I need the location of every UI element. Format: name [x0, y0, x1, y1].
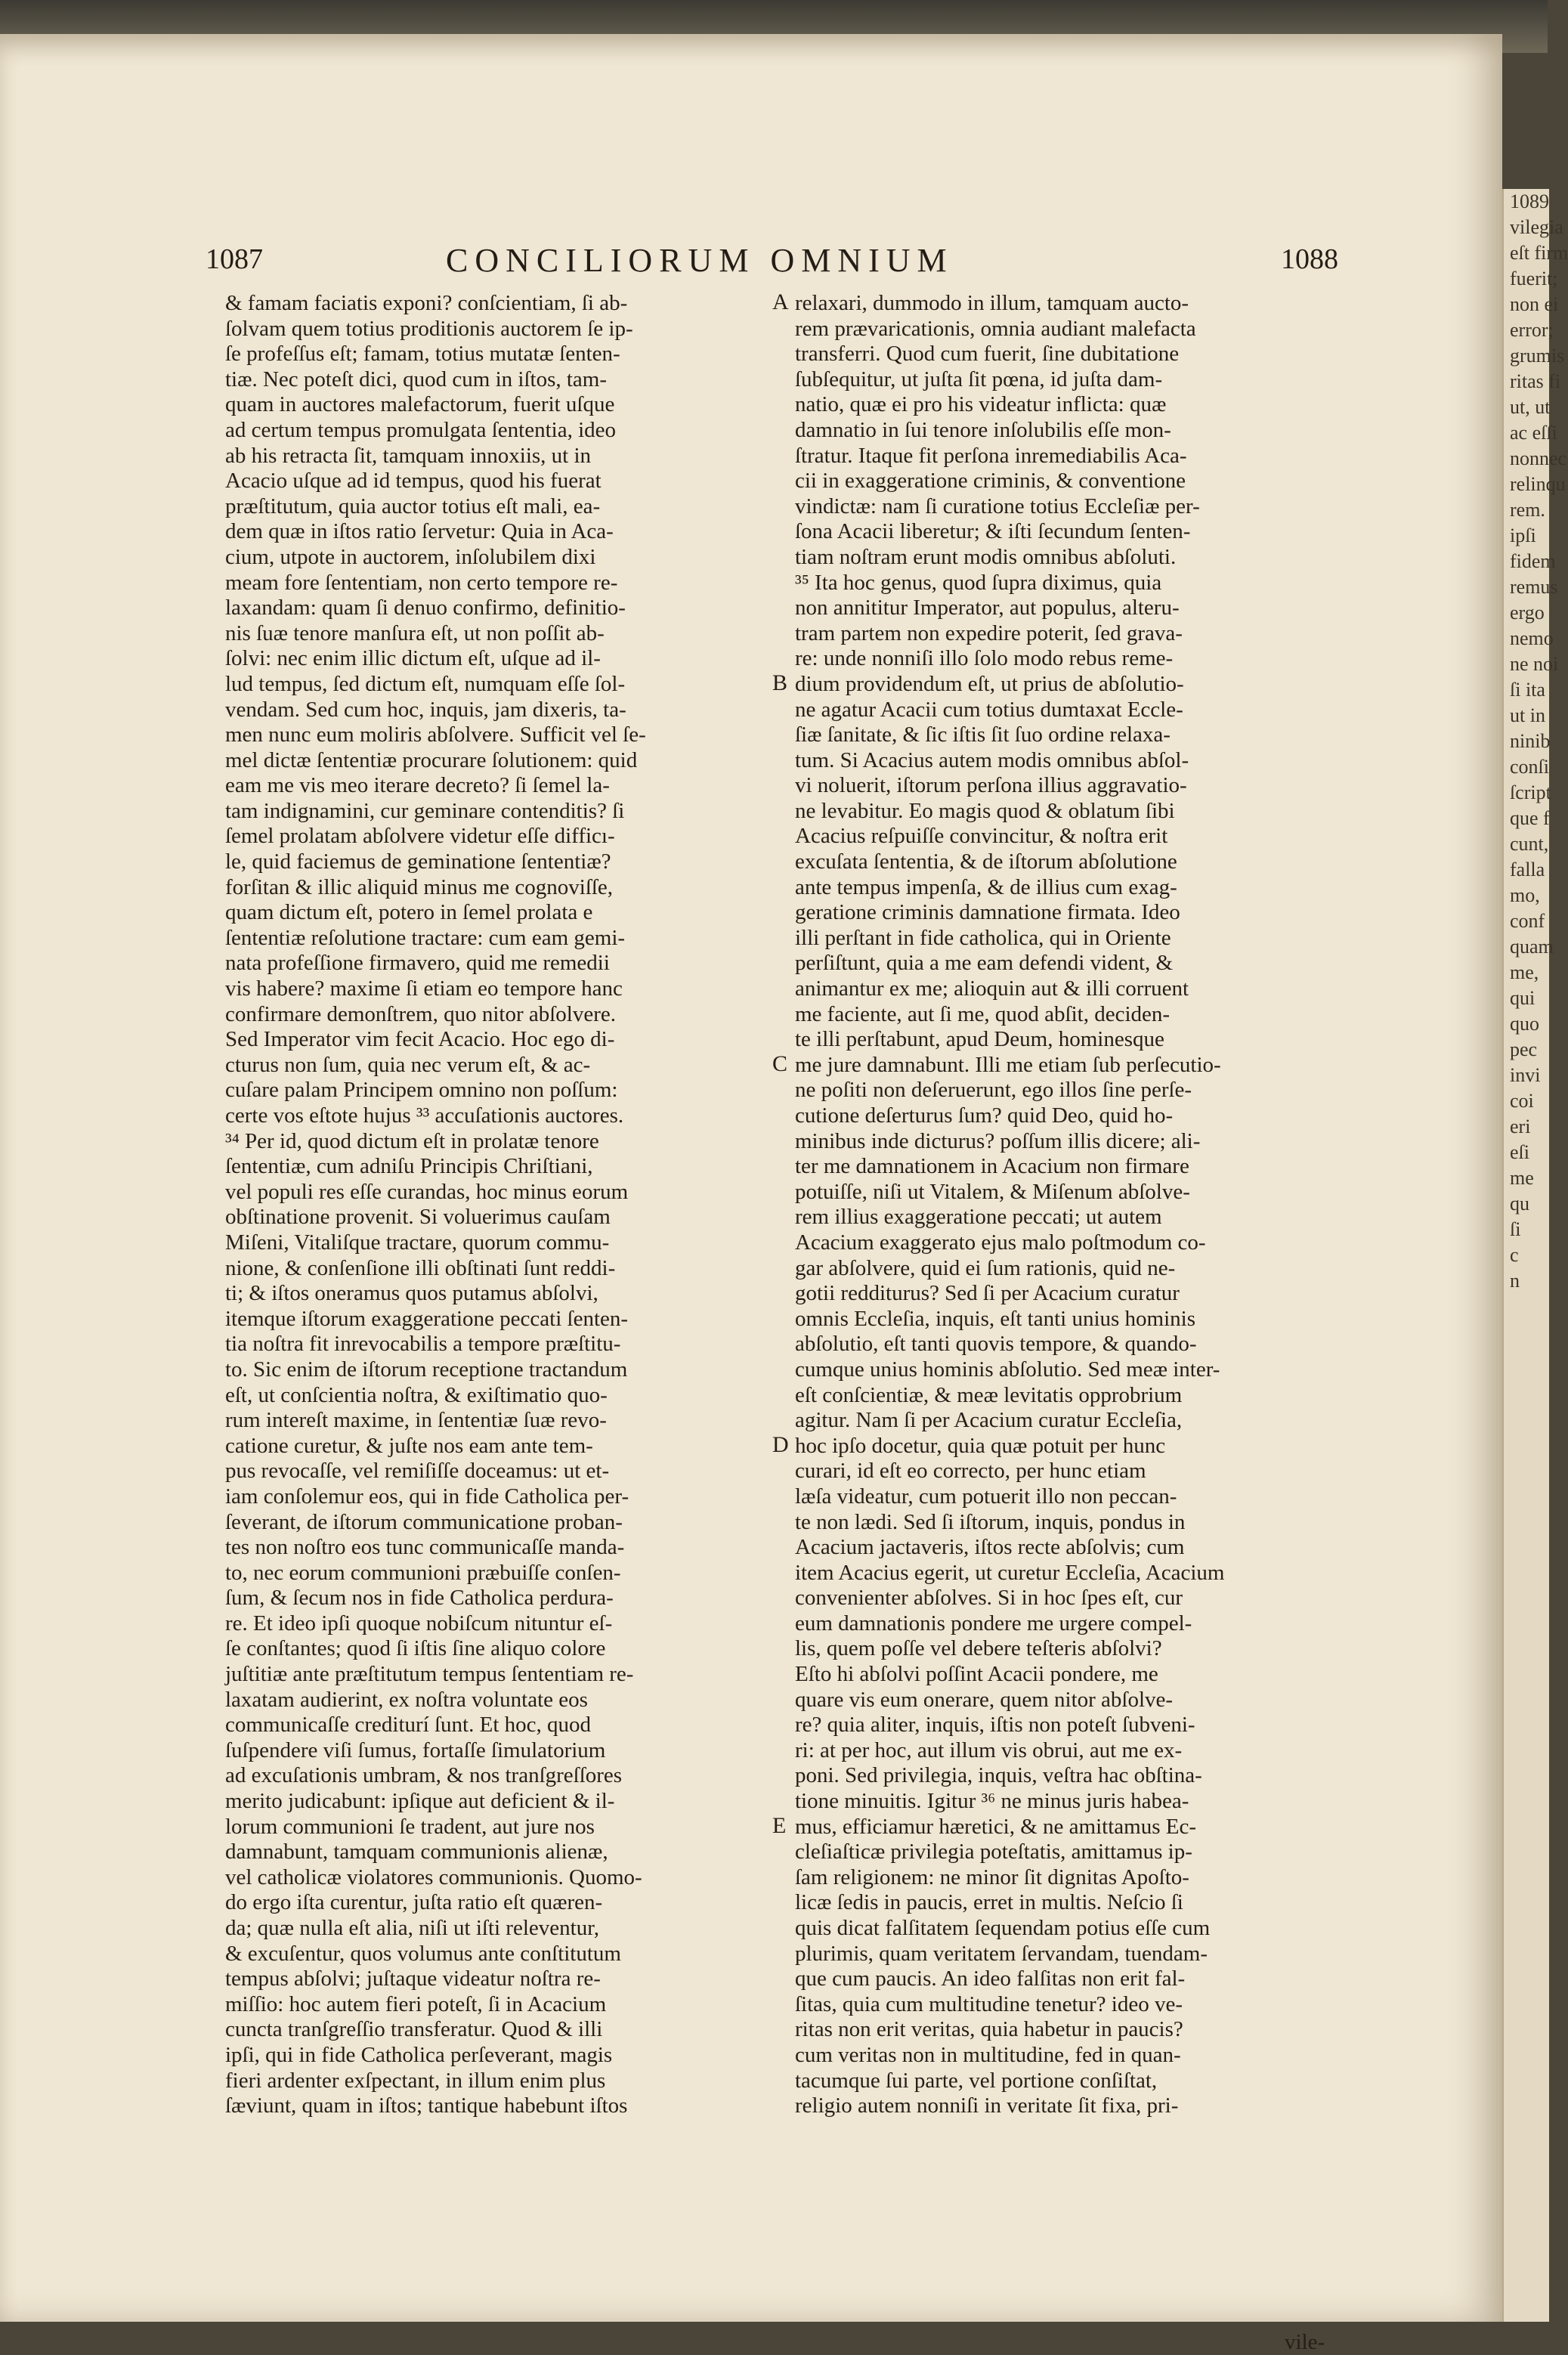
text-line: vis habere? maxime ſi etiam eo tempore hanc	[225, 976, 623, 1001]
facing-page-text-fragment: c	[1510, 1244, 1519, 1266]
text-line: re? quia aliter, inquis, iſtis non poteſt ſubveni-	[795, 1713, 1195, 1738]
text-line: damnatio in ſui tenore inſolubilis eſſe mon-	[795, 417, 1171, 442]
text-line: tum. Si Acacius autem modis omnibus abſol-	[795, 747, 1189, 772]
facing-page-text-fragment: qui	[1510, 987, 1536, 1009]
text-line: me jure damnabunt. Illi me etiam ſub perſecutio-	[795, 1052, 1221, 1077]
text-line: ter me damnationem in Acacium non firmare	[795, 1154, 1189, 1179]
text-line: vi noluerit, iſtorum perſona illius aggravatio-	[795, 773, 1187, 798]
text-line: tacumque ſui parte, vel portione conſiſtat,	[795, 2068, 1158, 2093]
running-title: CONCILIORUM OMNIUM	[446, 242, 954, 279]
facing-page-text-fragment: me	[1510, 1167, 1534, 1189]
text-line: transferri. Quod cum fuerit, ſine dubitatione	[795, 342, 1180, 367]
text-line: ante tempus impenſa, & de illius cum exag-	[795, 874, 1177, 899]
text-line: ſolvam quem totius proditionis auctorem ſe ip-	[225, 316, 633, 341]
facing-page-text-fragment: ſi	[1510, 1218, 1521, 1240]
text-line: animantur ex me; alioquin aut & illi corruent	[795, 976, 1189, 1001]
running-header	[0, 238, 1502, 283]
text-line: te non lædi. Sed ſi iſtorum, inquis, pondus in	[795, 1509, 1186, 1534]
text-line: præſtitutum, quia auctor totius eſt mali, ea-	[225, 494, 601, 518]
text-line: to. Sic enim de iſtorum receptione tractandum	[225, 1357, 628, 1382]
facing-page-text-fragment: ſi ita	[1510, 679, 1545, 701]
text-line: lis, quem poſſe vel debere teſteris abſolvi?	[795, 1636, 1162, 1661]
facing-page-text-fragment: nemo	[1510, 627, 1554, 649]
text-line: non annititur Imperator, aut populus, alteru-	[795, 596, 1180, 620]
text-line: abſolutio, eſt tanti quovis tempore, & quando-	[795, 1332, 1197, 1357]
margin-letter: A	[772, 289, 789, 314]
facing-page-text-fragment: pec	[1510, 1038, 1538, 1060]
text-line: ritas non erit veritas, quia habetur in paucis?	[795, 2017, 1183, 2042]
book-page	[0, 34, 1502, 2354]
text-line: re. Et ideo ipſi quoque nobiſcum nituntur eſ-	[225, 1611, 613, 1636]
text-line: vendam. Sed cum hoc, inquis, jam dixeris, ta-	[225, 697, 626, 722]
text-line: ſona Acacii liberetur; & iſti ſecundum ſenten-	[795, 519, 1191, 544]
text-line: tiam noſtram erunt modis omnibus abſoluti.	[795, 544, 1177, 569]
text-line: ad excuſationis umbram, & nos tranſgreſſores	[225, 1763, 623, 1788]
facing-page-text-fragment: falla	[1510, 859, 1545, 880]
text-line: ſe profeſſus eſt; famam, totius mutatæ ſenten-	[225, 342, 620, 367]
text-line: eam me vis meo iterare decreto? ſi ſemel la-	[225, 773, 610, 798]
text-line: Acacio uſque ad id tempus, quod his fuerat	[225, 469, 602, 494]
text-line: to, nec eorum communioni præbuiſſe conſen-	[225, 1560, 621, 1585]
text-line: nione, & conſenſione illi obſtinati ſunt reddi-	[225, 1255, 616, 1280]
margin-letter: E	[772, 1813, 787, 1838]
text-line: plurimis, quam veritatem ſervandam, tuendam-	[795, 1941, 1208, 1966]
text-line: ſiæ ſanitate, & ſic iſtis ſit ſuo ordine relaxa-	[795, 723, 1171, 747]
text-line: ſeverant, de iſtorum communicatione proban-	[225, 1509, 623, 1534]
text-line: tempus abſolvi; juſtaque videatur noſtra re-	[225, 1967, 601, 1991]
text-line: Sed Imperator vim fecit Acacio. Hoc ego di-	[225, 1027, 615, 1052]
text-line: tam indignamini, cur geminare contenditis? ſi	[225, 798, 625, 823]
facing-page-text-fragment: n	[1510, 1270, 1520, 1292]
text-line: re: unde nonniſi illo ſolo modo rebus reme-	[795, 646, 1174, 671]
text-line: Acacium exaggerato ejus malo poſtmodum co-	[795, 1230, 1206, 1255]
text-line: eum damnationis pondere me urgere compel-	[795, 1611, 1192, 1636]
text-line: Eſto hi abſolvi poſſint Acacii pondere, me	[795, 1662, 1158, 1687]
text-line: gar abſolvere, quid ei ſum rationis, quid ne-	[795, 1255, 1176, 1280]
right-text-column	[795, 291, 1316, 2119]
facing-page-text-fragment: ritas fi	[1510, 370, 1561, 392]
text-line: cuſare palam Principem omnino non poſſum:	[225, 1078, 618, 1103]
text-line: tram partem non expedire poterit, ſed grava-	[795, 620, 1183, 645]
text-line: curari, id eſt eo correcto, per hunc etiam	[795, 1459, 1146, 1484]
margin-letter: D	[772, 1432, 789, 1457]
text-line: tiæ. Nec poteſt dici, quod cum in iſtos, tam-	[225, 367, 608, 391]
text-line: cutione deſerturus ſum? quid Deo, quid ho-	[795, 1103, 1174, 1128]
text-line: ſententiæ, cum adniſu Principis Chriſtiani,	[225, 1154, 593, 1179]
text-line: ti; & iſtos oneramus quos putamus abſolvi,	[225, 1281, 598, 1306]
facing-page-text-fragment: me,	[1510, 961, 1539, 983]
text-line: quam dictum eſt, potero in ſemel prolata e	[225, 900, 593, 925]
margin-letter: C	[772, 1051, 788, 1076]
facing-page-text-fragment: mo,	[1510, 884, 1540, 906]
text-line: dem quæ in iſtos ratio ſervetur: Quia in Aca-	[225, 519, 614, 544]
text-line: rum intereſt maxime, in ſententiæ ſuæ revo-	[225, 1408, 607, 1433]
text-line: do ergo iſta curentur, juſta ratio eſt quæren-	[225, 1890, 603, 1915]
facing-page-text-fragment: eſi	[1510, 1141, 1529, 1163]
text-line: ſubſequitur, ut juſta ſit pœna, id juſta dam-	[795, 367, 1163, 391]
text-line: minibus inde dicturus? poſſum illis dicere; ali-	[795, 1128, 1201, 1153]
text-line: cium, utpote in auctorem, inſolubilem dixi	[225, 544, 596, 569]
text-line: ſemel prolatam abſolvere videtur eſſe difficı-	[225, 824, 615, 849]
text-line: ne poſiti non deſeruerunt, ego illos ſine perſe-	[795, 1078, 1192, 1103]
facing-page-text-fragment: quam	[1510, 936, 1554, 958]
text-line: ſolvi: nec enim illic dictum eſt, uſque ad il-	[225, 646, 601, 671]
text-line: ri: at per hoc, aut illum vis obrui, aut me ex-	[795, 1738, 1183, 1762]
facing-page-text-fragment: ut, ut	[1510, 396, 1551, 418]
text-line: illi perſtant in fide catholica, qui in Oriente	[795, 925, 1171, 950]
text-line: dium providendum eſt, ut prius de abſolutio-	[795, 671, 1184, 696]
margin-letter: B	[772, 670, 788, 695]
page-number-left: 1087	[206, 243, 263, 275]
text-line: lorum communioni ſe tradent, aut jure nos	[225, 1814, 595, 1839]
facing-page-text-fragment: remus	[1510, 576, 1558, 598]
text-line: ³⁵ Ita hoc genus, quod ſupra diximus, quia	[795, 570, 1162, 595]
text-line: pus revocaſſe, vel remiſiſſe doceamus: ut et-	[225, 1459, 610, 1484]
text-line: da; quæ nulla eſt alia, niſi ut iſti releventur,	[225, 1916, 599, 1940]
facing-page-text-fragment: fidem	[1510, 550, 1556, 572]
text-line: ipſi, qui in fide Catholica perſeverant, magis	[225, 2042, 613, 2067]
text-line: quis dicat falſitatem ſequendam potius eſſe cum	[795, 1916, 1211, 1940]
text-line: communicaſſe crediturí ſunt. Et hoc, quod	[225, 1713, 592, 1738]
text-line: obſtinatione provenit. Si voluerimus cauſam	[225, 1205, 611, 1230]
text-line: cleſiaſticæ privilegia poteſtatis, amittamus ip-	[795, 1840, 1192, 1865]
text-line: hoc ipſo docetur, quia quæ potuit per hunc	[795, 1433, 1166, 1458]
facing-page-text-fragment: que f	[1510, 807, 1550, 829]
facing-page-text-fragment: ac eſſi	[1510, 422, 1557, 444]
text-line: relaxari, dummodo in illum, tamquam aucto-	[795, 291, 1189, 315]
text-line: & famam faciatis exponi? conſcientiam, ſi ab-	[225, 291, 628, 315]
facing-page-text-fragment: ninib	[1510, 730, 1551, 752]
facing-page-text-fragment: vilegia	[1510, 216, 1563, 238]
text-line: damnabunt, tamquam communionis alienæ,	[225, 1840, 608, 1865]
text-line: quare vis eum onerare, quem nitor abſolve-	[795, 1687, 1174, 1712]
text-line: ne levabitur. Eo magis quod & oblatum ſibi	[795, 798, 1175, 823]
facing-page-text-fragment: qu	[1510, 1193, 1529, 1215]
facing-page-text-fragment: rem.	[1510, 499, 1545, 521]
text-line: cii in exaggeratione criminis, & conventione	[795, 469, 1186, 494]
facing-page-text-fragment: conf	[1510, 910, 1545, 932]
text-line: læſa videatur, cum potuerit illo non peccan-	[795, 1484, 1177, 1509]
text-line: catione curetur, & juſte nos eam ante tem-	[225, 1433, 593, 1458]
text-line: ſuſpendere viſi ſumus, fortaſſe ſimulatorium	[225, 1738, 606, 1762]
text-line: & excuſentur, quos volumus ante conſtitutum	[225, 1941, 621, 1966]
facing-page-edge	[1502, 189, 1568, 2322]
text-line: mel dictæ ſententiæ procurare ſolutionem: quid	[225, 747, 638, 772]
text-line: Acacius reſpuiſſe convincitur, & noſtra erit	[795, 824, 1168, 849]
text-line: ſæviunt, quam in iſtos; tantique habebunt iſtos	[225, 2094, 628, 2118]
facing-page-text-fragment: ne noi	[1510, 653, 1559, 675]
facing-page-text-fragment: non ei	[1510, 293, 1559, 315]
text-line: vindictæ: nam ſi curatione totius Eccleſiæ per-	[795, 494, 1200, 518]
facing-page-text-fragment: coi	[1510, 1090, 1534, 1112]
text-line: te illi perſtabunt, apud Deum, hominesque	[795, 1027, 1164, 1052]
text-line: Acacium jactaveris, iſtos recte abſolvis; cum	[795, 1535, 1185, 1560]
facing-page-text-fragment: relinqu	[1510, 473, 1566, 495]
text-line: ſam religionem: ne minor ſit dignitas Apoſto-	[795, 1865, 1189, 1889]
text-line: men nunc eum moliris abſolvere. Sufficit vel ſe-	[225, 723, 646, 747]
text-line: Miſeni, Vitaliſque tractare, quorum commu-	[225, 1230, 610, 1255]
text-line: potuiſſe, niſi ut Vitalem, & Miſenum abſolve-	[795, 1179, 1190, 1204]
text-line: laxandam: quam ſi denuo confirmo, definitio-	[225, 596, 626, 620]
text-line: lud tempus, ſed dictum eſt, numquam eſſe ſol-	[225, 671, 626, 696]
facing-page-text-fragment: nonnec	[1510, 447, 1567, 469]
text-line: ne agatur Acacii cum totius dumtaxat Eccle-	[795, 697, 1183, 722]
facing-page-text-fragment: quo	[1510, 1013, 1539, 1035]
text-line: juſtitiæ ante præſtitutum tempus ſententiam re-	[225, 1662, 634, 1687]
text-line: confirmare demonſtrem, quo nitor abſolvere.	[225, 1001, 616, 1026]
text-line: tione minuitis. Igitur ³⁶ ne minus juris habea-	[795, 1789, 1189, 1814]
text-line: rem prævaricationis, omnia audiant malefacta	[795, 316, 1196, 341]
text-line: me faciente, aut ſi me, quod abſit, deciden-	[795, 1001, 1171, 1026]
facing-page-text-fragment: grumis	[1510, 345, 1565, 367]
text-line: ³⁴ Per id, quod dictum eſt in prolatæ tenore	[225, 1128, 599, 1153]
text-line: ſe conſtantes; quod ſi iſtis ſine aliquo colore	[225, 1636, 606, 1661]
facing-page-text-fragment: error;	[1510, 319, 1554, 341]
text-line: vel populi res eſſe curandas, hoc minus eorum	[225, 1179, 629, 1204]
facing-page-text-fragment: eri	[1510, 1116, 1531, 1137]
text-line: ad certum tempus promulgata ſententia, ideo	[225, 417, 617, 442]
text-line: excuſata ſententia, & de iſtorum abſolutione	[795, 849, 1177, 874]
text-line: rem illius exaggeratione peccati; ut autem	[795, 1205, 1162, 1230]
text-line: miſſio: hoc autem fieri poteſt, ſi in Acacium	[225, 1991, 607, 2016]
text-line: iam conſolemur eos, qui in fide Catholica per-	[225, 1484, 629, 1509]
text-line: ſum, & ſecum nos in fide Catholica perdura-	[225, 1586, 614, 1611]
text-line: vel catholicæ violatores communionis. Quomo-	[225, 1865, 642, 1889]
facing-page-text-fragment: invi	[1510, 1064, 1541, 1086]
text-line: meam fore ſententiam, non certo tempore re-	[225, 570, 618, 595]
text-line: cumque unius hominis abſolutio. Sed meæ inter-	[795, 1357, 1220, 1382]
text-line: cuncta tranſgreſſio transferatur. Quod & illi	[225, 2017, 603, 2042]
text-line: poni. Sed privilegia, inquis, veſtra hac obſtina-	[795, 1763, 1202, 1788]
text-line: item Acacius egerit, ut curetur Eccleſia, Acacium	[795, 1560, 1225, 1585]
text-line: licæ ſedis in paucis, erret in multis. Neſcio ſi	[795, 1890, 1183, 1915]
text-line: cturus non ſum, quia nec verum eſt, & ac-	[225, 1052, 591, 1077]
text-line: ſitas, quia cum multitudine tenetur? ideo ve-	[795, 1991, 1183, 2016]
text-line: agitur. Nam ſi per Acacium curatur Eccleſia,	[795, 1408, 1183, 1433]
facing-page-text-fragment: conſi	[1510, 756, 1549, 778]
facing-page-text-fragment: 1089	[1510, 190, 1549, 212]
facing-page-text-fragment: fuerit;	[1510, 268, 1558, 289]
text-line: eſt conſcientiæ, & meæ levitatis opprobrium	[795, 1382, 1183, 1407]
text-line: nis ſuæ tenore manſura eſt, ut non poſſit ab-	[225, 620, 605, 645]
text-line: omnis Eccleſia, inquis, eſt tanti unius hominis	[795, 1306, 1196, 1331]
text-line: quam in auctores malefactorum, fuerit uſque	[225, 392, 615, 417]
text-line: certe vos eſtote hujus ³³ accuſationis auctores.	[225, 1103, 624, 1128]
text-line: eſt, ut conſcientia noſtra, & exiſtimatio quo-	[225, 1382, 608, 1407]
facing-page-text-fragment: ipſi	[1510, 525, 1536, 546]
text-line: ſtratur. Itaque fit perſona inremediabilis Aca-	[795, 443, 1187, 468]
text-line: tia noſtra fit inrevocabilis a tempore præſtitu-	[225, 1332, 621, 1357]
text-line: que cum paucis. An ideo falſitas non erit fal-	[795, 1967, 1186, 1991]
text-line: fieri ardenter exſpectant, in illum enim plus	[225, 2068, 606, 2093]
text-line: mus, efficiamur hæretici, & ne amittamus Ec-	[795, 1814, 1196, 1839]
text-line: nata profeſſione firmavero, quid me remedii	[225, 951, 610, 976]
text-line: natio, quæ ei pro his videatur inflicta: quæ	[795, 392, 1167, 417]
text-line: ab his retracta ſit, tamquam innoxiis, ut in	[225, 443, 592, 468]
text-line: ſententiæ reſolutione tractare: cum eam gemi-	[225, 925, 626, 950]
text-line: geratione criminis damnatione firmata. Ideo	[795, 900, 1180, 925]
left-text-column	[225, 291, 769, 2119]
text-line: gotii redditurus? Sed ſi per Acacium curatur	[795, 1281, 1180, 1306]
text-line: laxatam audierint, ex noſtra voluntate eos	[225, 1687, 588, 1712]
text-line: perſiſtunt, quia a me eam defendi vident, &	[795, 951, 1174, 976]
facing-page-text-fragment: cunt,	[1510, 833, 1549, 855]
text-line: cum veritas non in multitudine, fed in quan-	[795, 2042, 1181, 2067]
facing-page-text-fragment: ergo	[1510, 602, 1545, 624]
text-line: convenienter abſolves. Si in hoc ſpes eſt, cur	[795, 1586, 1183, 1611]
text-line: itemque iſtorum exaggeratione peccati ſenten-	[225, 1306, 629, 1331]
text-line: tes non noſtro eos tunc communicaſſe manda-	[225, 1535, 625, 1560]
facing-page-text-fragment: ſcript	[1510, 781, 1551, 803]
text-line: le, quid faciemus de geminatione ſententiæ?	[225, 849, 611, 874]
page-number-right: 1088	[1281, 243, 1338, 275]
text-line: merito judicabunt: ipſique aut deficient & il-	[225, 1789, 615, 1814]
catchword: vile-	[1285, 2330, 1325, 2354]
text-line: forſitan & illic aliquid minus me cognoviſſe,	[225, 874, 614, 899]
facing-page-text-fragment: ut in	[1510, 704, 1545, 726]
text-line: religio autem nonniſi in veritate ſit fixa, pri-	[795, 2094, 1179, 2118]
facing-page-text-fragment: eſt firm	[1510, 242, 1568, 264]
